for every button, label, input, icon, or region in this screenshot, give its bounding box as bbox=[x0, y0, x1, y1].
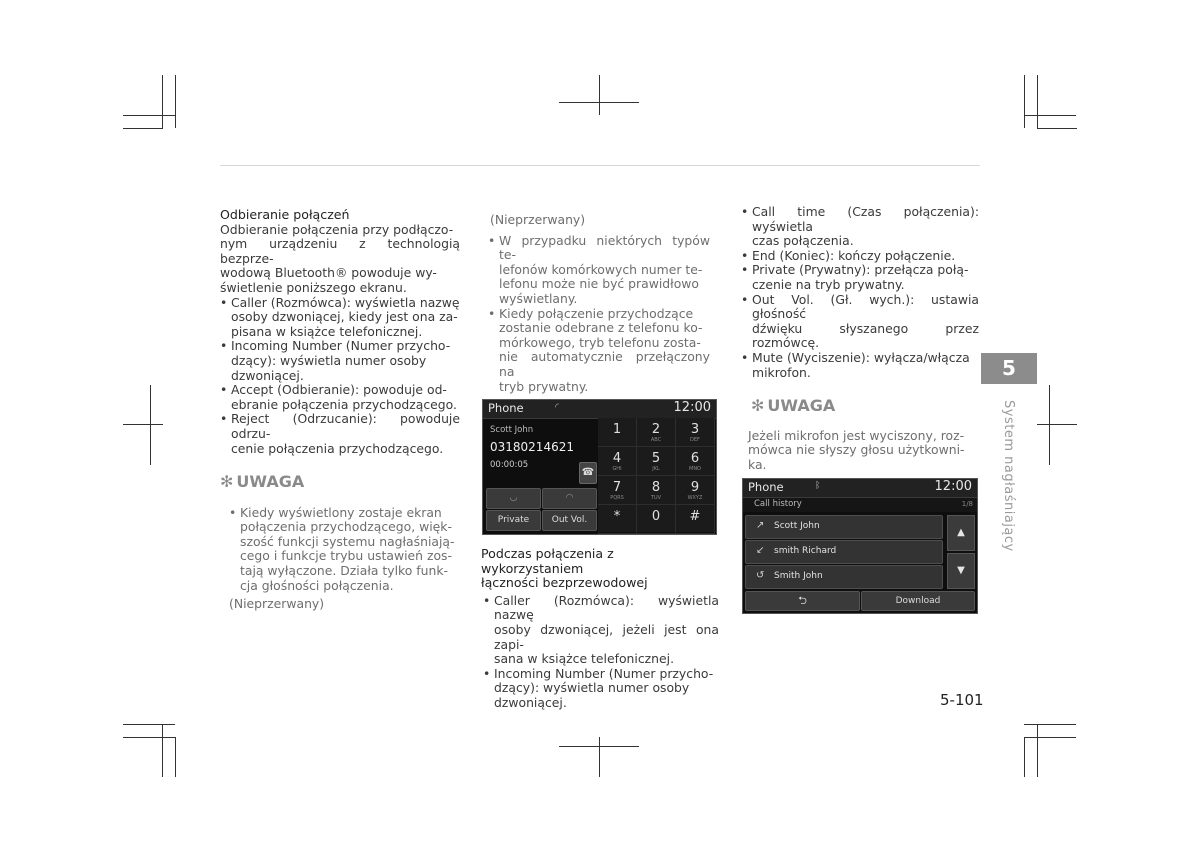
chapter-tab: 5 bbox=[981, 353, 1037, 384]
crop-mark bbox=[123, 128, 163, 129]
crop-mark bbox=[1049, 385, 1050, 465]
triangle-down-icon: ▼ bbox=[957, 565, 965, 576]
crop-mark bbox=[599, 737, 600, 777]
note-continued-top: (Nieprzerwany) bbox=[490, 212, 586, 227]
crop-mark bbox=[1024, 75, 1025, 128]
crop-mark bbox=[1037, 75, 1038, 128]
column-3 bbox=[741, 205, 979, 473]
note-continued: (Nieprzerwany) bbox=[229, 596, 325, 612]
back-arrow-icon: ⮌ bbox=[798, 594, 807, 607]
crop-mark bbox=[162, 724, 163, 777]
key-6[interactable]: 6 MNO bbox=[676, 447, 715, 476]
key-0[interactable]: 0 bbox=[637, 505, 676, 534]
note-paragraph: Jeżeli mikrofon jest wyciszony, roz- mówca nie słyszy głosu użytkowni- ka. bbox=[748, 427, 965, 472]
call-time: 00:00:05 bbox=[490, 460, 529, 470]
crop-mark bbox=[150, 385, 151, 465]
key-1[interactable]: 1 bbox=[598, 418, 637, 447]
column-2-lower bbox=[481, 547, 719, 711]
back-button[interactable] bbox=[745, 591, 860, 611]
key-2[interactable]: 2 ABC bbox=[637, 418, 676, 447]
private-button[interactable]: Private bbox=[486, 510, 541, 531]
list-item: • End (Koniec): kończy połączenie. bbox=[741, 249, 979, 264]
outgoing-call-icon: ↗ bbox=[756, 520, 765, 531]
microphone-icon: ☎ bbox=[581, 467, 595, 478]
crop-mark bbox=[123, 737, 175, 738]
crop-mark bbox=[175, 737, 176, 777]
screen-title: Phone bbox=[748, 480, 784, 494]
handset-icon: ◡ bbox=[509, 493, 518, 503]
key-9[interactable]: 9 WXYZ bbox=[676, 476, 715, 505]
crop-mark bbox=[559, 102, 639, 103]
history-entry[interactable]: ↗ Scott John bbox=[745, 515, 943, 539]
call-history-screen bbox=[742, 478, 978, 614]
list-item: • Reject (Odrzucanie): powoduje odrzu- cenie połączenia przychodzącego. bbox=[220, 412, 460, 456]
phone-call-screen bbox=[482, 399, 717, 535]
caller-name: Scott John bbox=[490, 425, 534, 435]
caller-number: 03180214621 bbox=[490, 440, 574, 454]
history-entry[interactable]: ↺ Smith John bbox=[745, 565, 943, 589]
asterisk-icon: ✻ bbox=[751, 396, 765, 416]
page-indicator: 1/8 bbox=[961, 500, 973, 508]
key-5[interactable]: 5 JKL bbox=[637, 447, 676, 476]
note-item: • W przypadku niektórych typów te- lefonów komórkowych numer te- lefonu może nie być prawidłowo wyświetlany. bbox=[488, 234, 710, 307]
key-8[interactable]: 8 TUV bbox=[637, 476, 676, 505]
scroll-down-button[interactable] bbox=[947, 553, 975, 589]
note-item: • Kiedy połączenie przychodzące zostanie odebrane z telefonu ko- mórkowego, tryb telefonu zosta- nie automatycznie przełączony na tryb prywatny. bbox=[488, 307, 710, 395]
crop-mark bbox=[123, 115, 175, 116]
crop-mark bbox=[123, 724, 175, 725]
screen-title: Phone bbox=[488, 401, 524, 415]
list-item: • Call time (Czas połączenia): wyświetla czas połączenia. bbox=[741, 205, 979, 249]
crop-mark bbox=[1024, 737, 1025, 777]
handset-icon: ◠ bbox=[565, 493, 574, 503]
key-7[interactable]: 7 PQRS bbox=[598, 476, 637, 505]
list-item: • Caller (Rozmówca): wyświetla nazwę osoby dzwoniącej, jeżeli jest ona zapi- sana w książce telefonicznej. bbox=[483, 594, 719, 667]
status-bar bbox=[483, 400, 716, 419]
list-item: • Accept (Odbieranie): powoduje od- ebranie połączenia przychodzącego. bbox=[220, 383, 460, 412]
scroll-up-button[interactable] bbox=[947, 515, 975, 551]
note-box bbox=[220, 506, 460, 612]
asterisk-icon: ✻ bbox=[220, 472, 234, 492]
mute-button[interactable] bbox=[579, 462, 597, 484]
call-signal-icon: ◜ bbox=[555, 402, 559, 413]
column-1 bbox=[220, 208, 460, 612]
list-item: • Incoming Number (Numer przycho- dzący): wyświetla numer osoby dzwoniącej. bbox=[483, 667, 719, 711]
crop-mark bbox=[1024, 115, 1076, 116]
intro-paragraph: Odbieranie połączenia przy podłączo- nym urządzeniu z technologią bezprze- wodową Bluetooth® powoduje wy- świetlenie poniższego ekranu. bbox=[220, 221, 460, 295]
crop-mark bbox=[1024, 737, 1076, 738]
list-item: • Private (Prywatny): przełącza połą- czenie na tryb prywatny. bbox=[741, 263, 979, 292]
triangle-up-icon: ▲ bbox=[957, 527, 965, 538]
history-entry[interactable]: ↙ smith Richard bbox=[745, 540, 943, 564]
column-2 bbox=[490, 213, 710, 394]
missed-call-icon: ↺ bbox=[756, 570, 765, 581]
crop-mark bbox=[175, 75, 176, 128]
list-item: • Caller (Rozmówca): wyświetla nazwę osoby dzwoniącej, kiedy jest ona za- pisana w książce telefonicznej. bbox=[220, 296, 460, 340]
section-heading: Podczas połączenia z wykorzystaniem łączności bezprzewodowej bbox=[481, 546, 648, 591]
crop-mark bbox=[1037, 424, 1077, 425]
list-item: • Out Vol. (Gł. wych.): ustawia głośność dźwięku słyszanego przez rozmówcę. bbox=[741, 293, 979, 351]
key-hash[interactable]: # bbox=[676, 505, 715, 534]
crop-mark bbox=[1037, 128, 1077, 129]
page-number: 5-101 bbox=[940, 691, 984, 709]
crop-mark bbox=[162, 75, 163, 128]
chapter-title: System nagłaśniający bbox=[1001, 400, 1016, 552]
end-call-button[interactable] bbox=[486, 488, 541, 509]
clock: 12:00 bbox=[934, 479, 972, 494]
status-bar bbox=[743, 479, 977, 498]
crop-mark bbox=[559, 746, 639, 747]
list-title: Call history bbox=[754, 499, 802, 509]
list-item: • Incoming Number (Numer przycho- dzący): wyświetla numer osoby dzwoniącej. bbox=[220, 339, 460, 383]
list-header bbox=[743, 498, 977, 512]
section-heading: Odbieranie połączeń bbox=[220, 207, 350, 222]
key-star[interactable]: * bbox=[598, 505, 637, 534]
key-3[interactable]: 3 DEF bbox=[676, 418, 715, 447]
clock: 12:00 bbox=[673, 400, 711, 415]
incoming-call-icon: ↙ bbox=[756, 545, 765, 556]
crop-mark bbox=[123, 424, 163, 425]
crop-mark bbox=[1024, 724, 1076, 725]
note-title: ✻ UWAGA bbox=[751, 396, 836, 416]
key-4[interactable]: 4 GHI bbox=[598, 447, 637, 476]
note-title: ✻ UWAGA bbox=[220, 472, 305, 492]
bluetooth-icon: ᛒ bbox=[815, 481, 821, 491]
note-item: • Kiedy wyświetlony zostaje ekran połączenia przychodzącego, więk- szość funkcji systemu nagłaśniają- cego i funkcje trybu ustawień zos- tają wyłączone. Działa tylko funk- cja głośności połączenia. bbox=[229, 506, 460, 594]
accept-call-button[interactable] bbox=[542, 488, 597, 509]
out-vol-button[interactable]: Out Vol. bbox=[542, 510, 597, 531]
list-item: • Mute (Wyciszenie): wyłącza/włącza mikrofon. bbox=[741, 351, 979, 380]
header-rule bbox=[220, 165, 980, 166]
download-button[interactable]: Download bbox=[861, 591, 975, 611]
dial-keypad bbox=[598, 418, 714, 532]
crop-mark bbox=[599, 75, 600, 115]
crop-mark bbox=[1037, 724, 1038, 777]
